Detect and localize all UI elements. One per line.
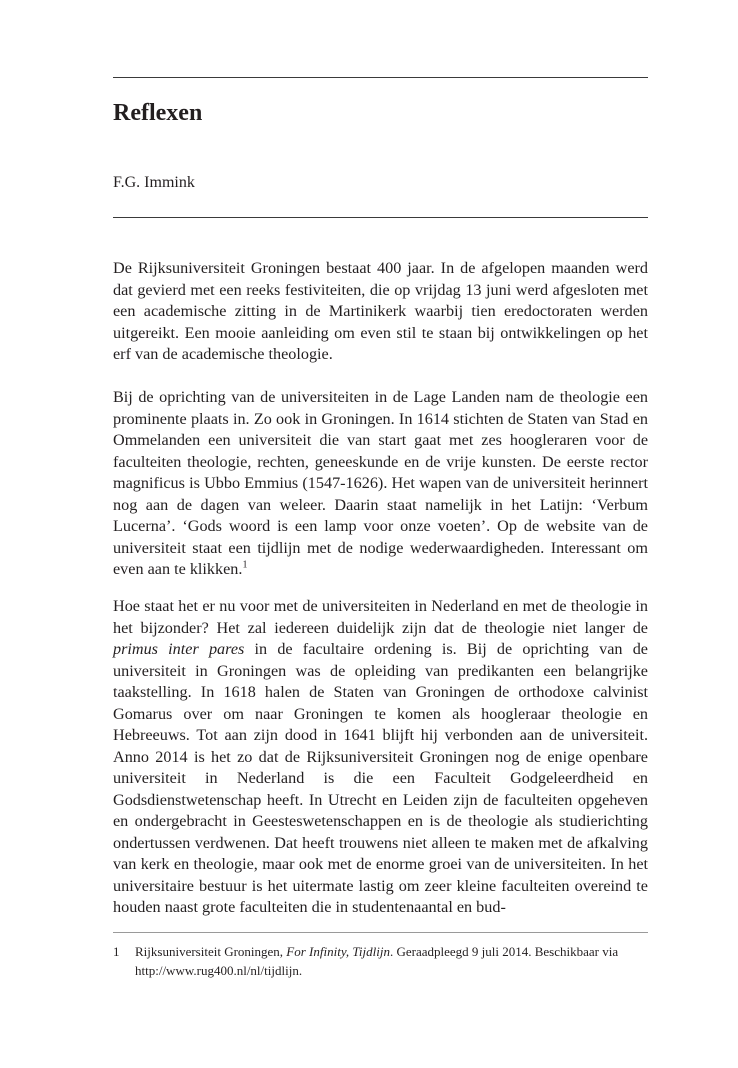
- footnote: [113, 943, 648, 980]
- footnote-text-b: . Geraadpleegd 9 juli 2014. Beschikbaar via http://www.rug400.nl/nl/tijdlijn.: [135, 944, 619, 978]
- footnote-text-a: Rijksuniversiteit Groningen,: [135, 944, 287, 959]
- footnote-divider: [113, 932, 648, 933]
- paragraph-intro-text: De Rijksuniversiteit Groningen bestaat 400 jaar. In de afgelopen maanden werd dat gevierd met een reeks festiviteiten, die op vrijdag 13 juni werd afgesloten met een academische zitting in de Martinikerk waarbij tien eredoctoraten werden uitgereikt. Een mooie aanleiding om even stil te staan bij ontwikkelingen op het erf van de academische theologie.: [113, 259, 648, 363]
- footnote-source-title: For Infinity, Tijdlijn: [286, 944, 390, 959]
- article-author: F.G. Immink: [113, 174, 195, 191]
- top-rule: [113, 77, 648, 78]
- paragraph-present: [113, 596, 648, 919]
- paragraph-present-emphasis: primus inter pares: [113, 640, 245, 658]
- footnote-reference[interactable]: 1: [242, 559, 248, 571]
- footnote-text: [135, 943, 648, 980]
- footnote-number: 1: [113, 944, 120, 959]
- paragraph-present-text-a: Hoe staat het er nu voor met de universiteiten in Nederland en met de theologie in het bijzonder? Het zal iedereen duidelijk zijn dat de theologie niet langer de: [113, 597, 648, 637]
- paragraph-present-text-b: in de facultaire ordening is. Bij de oprichting van de universiteit in Groningen was de opleiding van predikanten een belangrijke taakstelling. In 1618 halen de Staten van Groningen de orthodoxe calvinist Gomarus over om naar Groningen te komen als hoogleraar theologie en Hebreeuws. Tot aan zijn dood in 1641 blijft hij verbonden aan de universiteit. Anno 2014 is het zo dat de Rijksuniversiteit Groningen nog de enige openbare universiteit in Nederland is die een Faculteit Godgeleerdheid en Godsdienstwetenschap heeft. In Utrecht en Leiden zijn de faculteiten opgeheven en ondergebracht in Geesteswetenschappen en is de theologie als studierichting ondertussen verdwenen. Dat heeft trouwens niet alleen te maken met de afkalving van kerk en theologie, maar ook met de enorme groei van de universiteiten. In het universitaire bestuur is het uitermate lastig om zeer kleine faculteiten overeind te houden naast grote faculteiten die in studentenaantal en bud-: [113, 640, 648, 916]
- header-divider: [113, 217, 648, 218]
- paragraph-history-text: Bij de oprichting van de universiteiten in de Lage Landen nam de theologie een prominente plaats in. Zo ook in Groningen. In 1614 stichten de Staten van Stad en Ommelanden een universiteit die van start gaat met zes hoogleraren voor de faculteiten theologie, rechten, geneeskunde en de vrije kunsten. De eerste rector magnificus is Ubbo Emmius (1547-1626). Het wapen van de universiteit herinnert nog aan de dagen van weleer. Daarin staat namelijk in het Latijn: ‘Verbum Lucerna’. ‘Gods woord is een lamp voor onze voeten’. Op de website van de universiteit staat een tijdlijn met de nodige wederwaardigheden. Interessant om even aan te klikken.: [113, 388, 648, 578]
- article-title: Reflexen: [113, 100, 203, 126]
- paragraph-intro: [113, 258, 648, 366]
- paragraph-history: [113, 387, 648, 581]
